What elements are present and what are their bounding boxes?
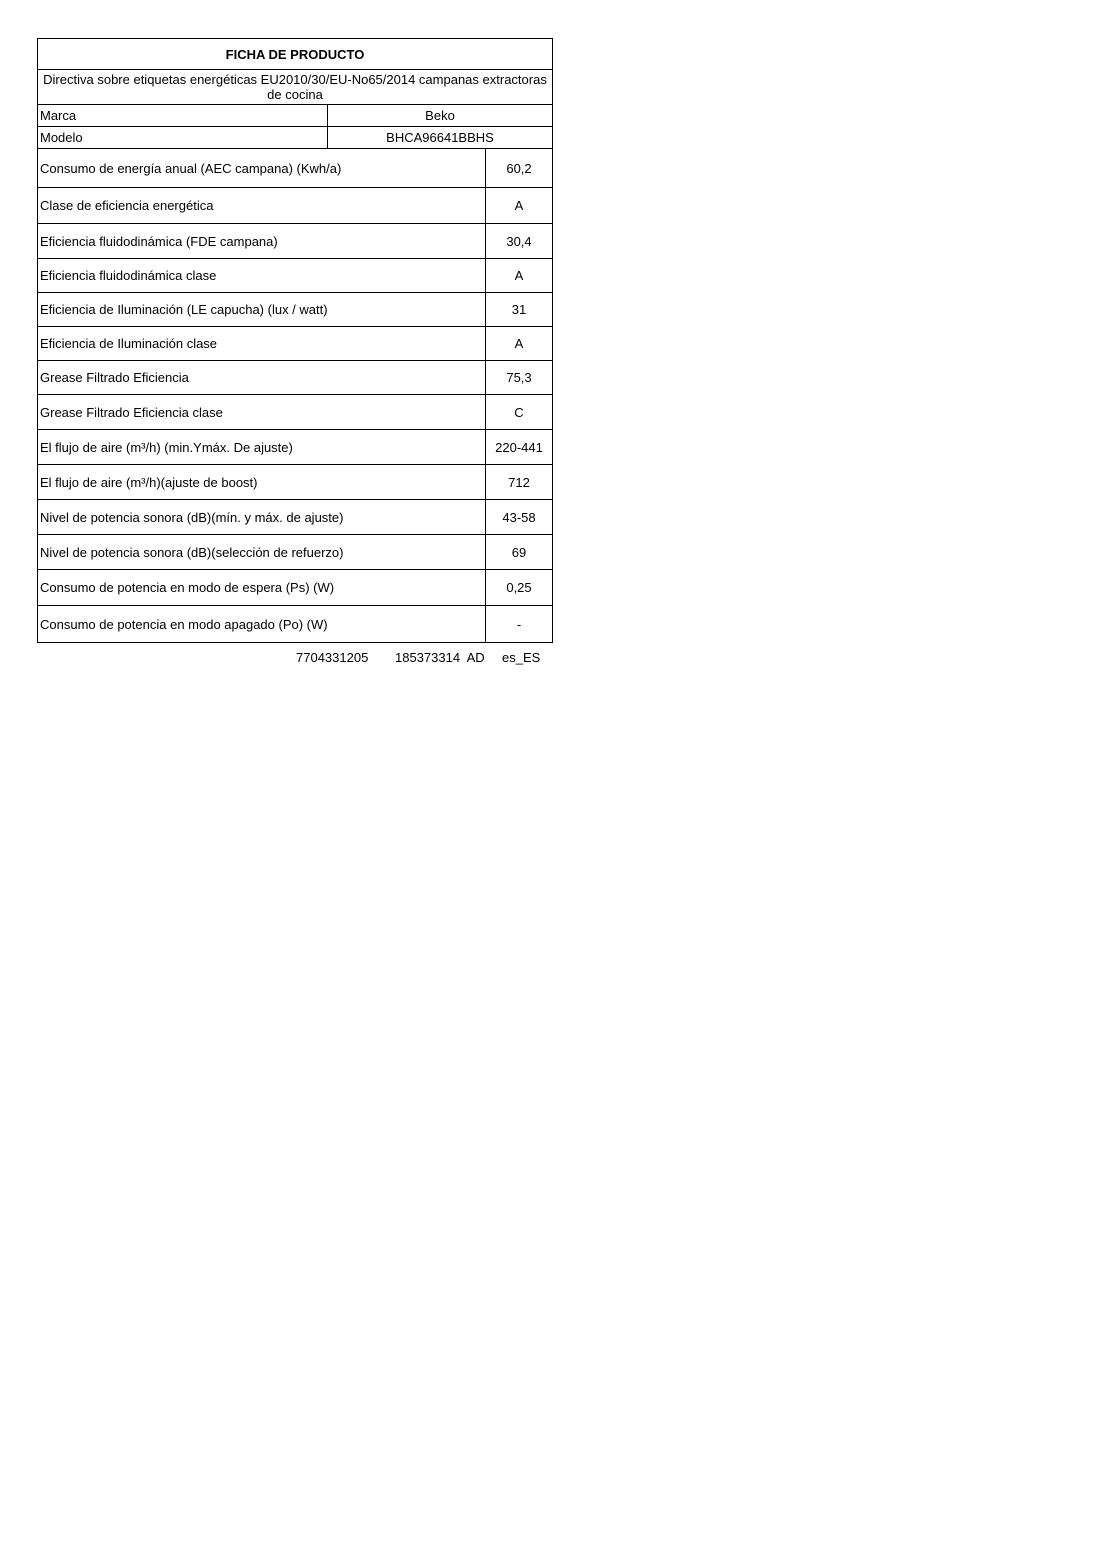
model-value: BHCA96641BBHS	[328, 127, 553, 149]
spec-row	[38, 606, 553, 643]
spec-row	[38, 327, 553, 361]
fiche-title: FICHA DE PRODUCTO	[38, 39, 553, 70]
spec-label: Nivel de potencia sonora (dB)(mín. y máx. de ajuste)	[38, 500, 486, 535]
footer-code-1: 7704331205	[296, 650, 369, 665]
document-footer	[37, 650, 552, 666]
spec-value: 43-58	[486, 500, 553, 535]
model-row	[38, 127, 553, 149]
spec-value: 220-441	[486, 430, 553, 465]
footer-code-2: 185373314 AD	[395, 650, 485, 665]
spec-row	[38, 293, 553, 327]
spec-row	[38, 465, 553, 500]
title-row	[38, 39, 553, 70]
model-label: Modelo	[38, 127, 328, 149]
spec-value: -	[486, 606, 553, 643]
spec-value: 712	[486, 465, 553, 500]
footer-locale: es_ES	[502, 650, 541, 665]
spec-label: Consumo de energía anual (AEC campana) (Kwh/a)	[38, 149, 486, 188]
product-fiche-table	[37, 38, 553, 643]
spec-label: Grease Filtrado Eficiencia	[38, 361, 486, 395]
spec-row	[38, 361, 553, 395]
spec-value: A	[486, 188, 553, 224]
spec-row	[38, 259, 553, 293]
spec-row	[38, 430, 553, 465]
spec-row	[38, 149, 553, 188]
spec-row	[38, 535, 553, 570]
spec-label: Nivel de potencia sonora (dB)(selección de refuerzo)	[38, 535, 486, 570]
spec-value: 31	[486, 293, 553, 327]
spec-value: 30,4	[486, 224, 553, 259]
spec-row	[38, 395, 553, 430]
brand-label: Marca	[38, 105, 328, 127]
spec-value: 0,25	[486, 570, 553, 606]
spec-value: C	[486, 395, 553, 430]
directive-text: Directiva sobre etiquetas energéticas EU2010/30/EU-No65/2014 campanas extractoras de cocina	[38, 70, 553, 105]
spec-row	[38, 500, 553, 535]
spec-value: 69	[486, 535, 553, 570]
spec-label: El flujo de aire (m³/h)(ajuste de boost)	[38, 465, 486, 500]
brand-value: Beko	[328, 105, 553, 127]
spec-label: Eficiencia fluidodinámica (FDE campana)	[38, 224, 486, 259]
spec-label: El flujo de aire (m³/h) (min.Ymáx. De ajuste)	[38, 430, 486, 465]
spec-label: Consumo de potencia en modo apagado (Po) (W)	[38, 606, 486, 643]
spec-label: Eficiencia fluidodinámica clase	[38, 259, 486, 293]
spec-label: Eficiencia de Iluminación clase	[38, 327, 486, 361]
spec-value: A	[486, 327, 553, 361]
spec-row	[38, 570, 553, 606]
spec-label: Clase de eficiencia energética	[38, 188, 486, 224]
spec-row	[38, 224, 553, 259]
spec-row	[38, 188, 553, 224]
spec-label: Eficiencia de Iluminación (LE capucha) (lux / watt)	[38, 293, 486, 327]
spec-value: 60,2	[486, 149, 553, 188]
spec-value: A	[486, 259, 553, 293]
spec-value: 75,3	[486, 361, 553, 395]
product-sheet	[37, 38, 552, 643]
spec-label: Consumo de potencia en modo de espera (Ps) (W)	[38, 570, 486, 606]
spec-label: Grease Filtrado Eficiencia clase	[38, 395, 486, 430]
directive-row	[38, 70, 553, 105]
brand-row	[38, 105, 553, 127]
